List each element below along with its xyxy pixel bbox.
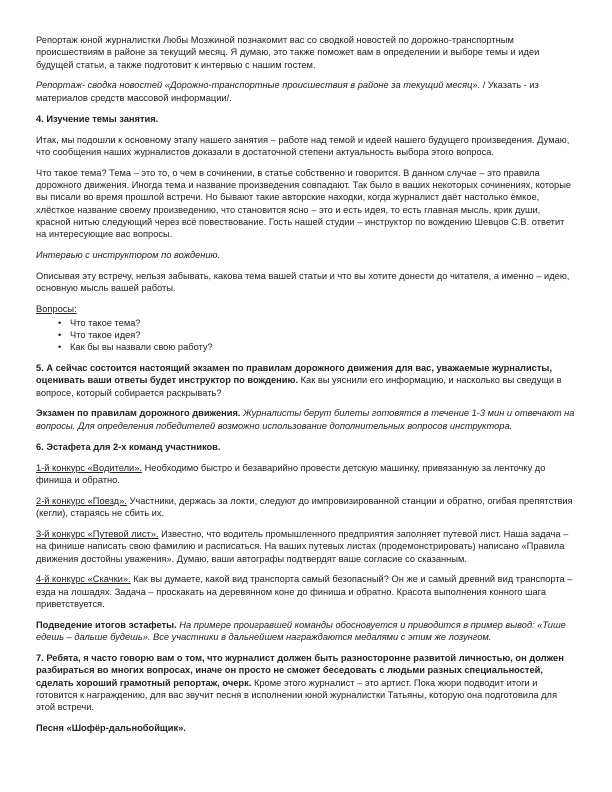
contest-1-title: 1-й конкурс «Водители». — [36, 462, 142, 473]
paragraph-exam — [36, 407, 576, 432]
report-summary-note: / Указать - из материалов средств массовой информации/. — [36, 80, 539, 103]
contest-4-text: Как вы думаете, какой вид транспорта самый безопасный? Он же и самый древний вид транспорта – езда на лошадях. Задача – проскакать на деревянном коне до финиша и обратно. Красота выполнения конного шага приветствуется. — [36, 574, 573, 609]
contest-2-text: Участники, держась за локти, следуют до импровизированной станции и обратно, огибая препятствия (кегли), стараясь не сбить их. — [36, 495, 573, 519]
paragraph-section-7 — [36, 652, 576, 713]
paragraph-contest-1 — [36, 462, 576, 487]
exam-intro-question: Как вы уяснили его информацию, и насколько вы сведущи в вопросе, который собирается раскрывать? — [36, 375, 562, 398]
paragraph-exam-intro — [36, 362, 576, 399]
relay-results-text: На примере проигравшей команды обосновуется и приводится в пример вывод: «Тише едешь – дальше будешь». Все участники в дальнейшем награждаются медалями с этим же лозунгом. — [36, 619, 566, 643]
paragraph-report-summary — [36, 79, 576, 104]
paragraph-contest-3 — [36, 528, 576, 565]
contest-4-title: 4-й конкурс «Скачки». — [36, 574, 131, 585]
paragraph-interview: Интервью с инструктором по вождению. — [36, 250, 221, 261]
exam-title: Экзамен по правилам дорожного движения. — [36, 408, 241, 419]
list-item: • Что такое идея? — [70, 329, 576, 341]
section-7-text: Кроме этого журналист – это артист. Пока жюри подводит итоги и готовится к награждению, для вас звучит песня в исполнении юной журналистки Татьяны, которую она подготовила для этой встречи. — [36, 677, 558, 713]
report-summary-title: Репортаж- сводка новостей «Дорожно-транспортные происшествия в районе за текущий месяц». — [36, 80, 481, 91]
paragraph-relay-results — [36, 619, 576, 644]
section-heading-6: 6. Эстафета для 2-х команд участников. — [36, 441, 221, 452]
paragraph-what-is-theme: Что такое тема? Тема – это то, о чем в сочинении, в статье собственно и говорится. В данном случае – это правила дорожного движения. Иногда тема и название произведения совпадают. Так было в ваших некоторых сочинениях, которые вы писали во время прошлой встречи. Но бывают такие авторские находки, когда журналист даёт настолько ёмкое, хлёсткое название своему произведению, что становится ясно – это и есть идея, то есть главная мысль, крик души, красной нитью следующий через всё повествование. Гость нашей студии – инструктор по вождению Шевцов С.В. ответит на интересующие вас вопросы. — [36, 167, 572, 240]
paragraph-main-stage: Итак, мы подошли к основному этапу нашего занятия – работе над темой и идеей нашего будущего произведения. Думаю, что сообщения наших журналистов доказали в достаточной степени актуальность выбора этого вопроса. — [36, 134, 570, 157]
contest-3-text: Известно, что водитель промышленного предприятия заполняет путевой лист. Наша задача – на финише написать свою фамилию и расписаться. На ваших путевых листах (продемонстрировать) написано «Правила движения достойны уважения». Думаю, ваши автографы подтвердят ваше согласие со сказанным. — [36, 528, 569, 564]
document-page — [36, 34, 576, 743]
paragraph-report-intro: Репортаж юной журналистки Любы Мозжиной познакомит вас со сводкой новостей по дорожно-транспортным происшествиям в районе за текущий месяц. Я думаю, это также поможет вам в определении и выборе темы и идеи будущей статьи, а также подготовит к интервью с нашим гостем. — [36, 35, 540, 70]
paragraph-contest-2 — [36, 495, 576, 520]
list-item: • Что такое тема? — [70, 317, 576, 329]
contest-2-title: 2-й конкурс «Поезд». — [36, 495, 127, 506]
paragraph-song: Песня «Шофёр-дальнобойщик». — [36, 723, 186, 734]
section-7-bold: 7. Ребята, я часто говорю вам о том, что журналист должен быть разносторонне развитой личностью, он должен разбираться во многих вопросах, иначе он просто не сможет беседовать с людьми разных специальностей, сделать хороший грамотный репортаж, очерк. — [36, 653, 564, 688]
exam-intro-bold: 5. А сейчас состоится настоящий экзамен по правилам дорожного движения для вас, уважаемые журналисты, оценивать ваши ответы будет инструктор по вождению. — [36, 362, 552, 386]
contest-3-title: 3-й конкурс «Путевой лист». — [36, 528, 159, 539]
contest-1-text: Необходимо быстро и безаварийно провести детскую машинку, привязанную за ленточку до финиша и обратно. — [36, 462, 546, 485]
questions-list — [36, 317, 576, 354]
paragraph-contest-4 — [36, 573, 576, 610]
relay-results-title: Подведение итогов эстафеты. — [36, 619, 177, 630]
section-heading-4: 4. Изучение темы занятия. — [36, 113, 159, 124]
questions-title: Вопросы: — [36, 304, 77, 315]
paragraph-describing: Описывая эту встречу, нельзя забывать, какова тема вашей статьи и что вы хотите донести до читателя, а именно – идею, основную мысль вашей работы. — [36, 271, 570, 294]
list-item: • Как бы вы назвали свою работу? — [70, 341, 576, 353]
exam-description: Журналисты берут билеты готовятся в течение 1-3 мин и отвечают на вопросы. Для определения победителей возможно использование дополнительных вопросов инструктора. — [36, 408, 575, 431]
